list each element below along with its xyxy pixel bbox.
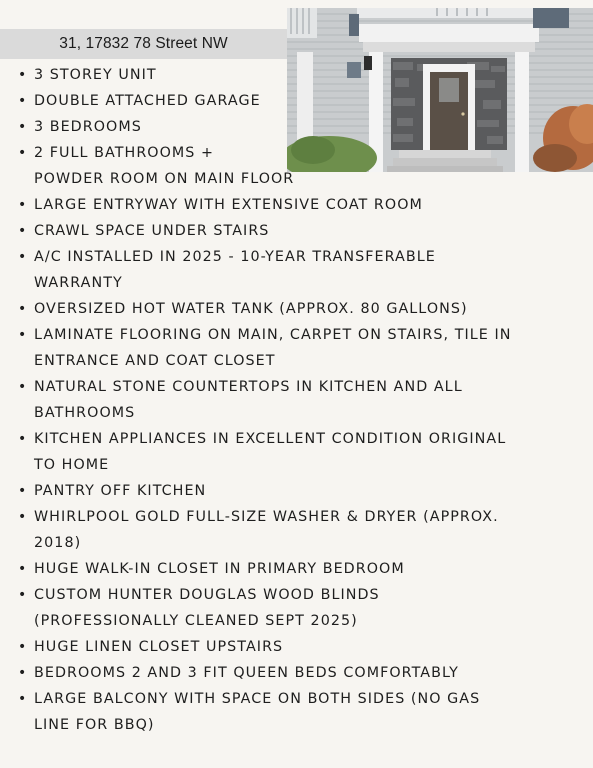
- feature-text: BATHROOMS: [34, 405, 136, 421]
- feature-text: DOUBLE ATTACHED GARAGE: [34, 93, 261, 109]
- feature-text: CUSTOM HUNTER DOUGLAS WOOD BLINDS: [34, 587, 380, 603]
- feature-item: [17, 504, 511, 556]
- feature-item: [17, 322, 511, 374]
- bullet-icon: •: [18, 561, 28, 577]
- feature-text: WHIRLPOOL GOLD FULL-SIZE WASHER & DRYER (APPROX.: [34, 509, 499, 525]
- feature-text: A/C INSTALLED IN 2025 - 10-YEAR TRANSFERABLE: [34, 249, 436, 265]
- bullet-icon: •: [18, 587, 28, 603]
- feature-text: HUGE WALK-IN CLOSET IN PRIMARY BEDROOM: [34, 561, 405, 577]
- feature-list: [17, 62, 511, 738]
- feature-text: TO HOME: [34, 457, 110, 473]
- feature-item: [17, 192, 511, 218]
- feature-item: [17, 140, 511, 192]
- feature-item: [17, 244, 511, 296]
- feature-item: [17, 660, 511, 686]
- bullet-icon: •: [18, 691, 28, 707]
- feature-text: LAMINATE FLOORING ON MAIN, CARPET ON STAIRS, TILE IN: [34, 327, 512, 343]
- feature-text: CRAWL SPACE UNDER STAIRS: [34, 223, 270, 239]
- bullet-icon: •: [18, 249, 28, 265]
- feature-item: [17, 218, 511, 244]
- feature-item: [17, 478, 511, 504]
- bullet-icon: •: [18, 93, 28, 109]
- feature-item: [17, 426, 511, 478]
- feature-text: BEDROOMS 2 AND 3 FIT QUEEN BEDS COMFORTABLY: [34, 665, 459, 681]
- bullet-icon: •: [18, 665, 28, 681]
- feature-text: 2 FULL BATHROOMS +: [34, 145, 215, 161]
- feature-text: NATURAL STONE COUNTERTOPS IN KITCHEN AND ALL: [34, 379, 463, 395]
- feature-text: POWDER ROOM ON MAIN FLOOR: [34, 171, 295, 187]
- feature-item: [17, 556, 511, 582]
- feature-item: [17, 374, 511, 426]
- bullet-icon: •: [18, 301, 28, 317]
- bullet-icon: •: [18, 197, 28, 213]
- feature-text: OVERSIZED HOT WATER TANK (APPROX. 80 GALLONS): [34, 301, 468, 317]
- feature-text: PANTRY OFF KITCHEN: [34, 483, 207, 499]
- feature-text: LARGE ENTRYWAY WITH EXTENSIVE COAT ROOM: [34, 197, 423, 213]
- bullet-icon: •: [18, 223, 28, 239]
- feature-text: ENTRANCE AND COAT CLOSET: [34, 353, 276, 369]
- feature-item: [17, 582, 511, 634]
- bullet-icon: •: [18, 431, 28, 447]
- feature-text: LINE FOR BBQ): [34, 717, 155, 733]
- feature-text: HUGE LINEN CLOSET UPSTAIRS: [34, 639, 284, 655]
- feature-text: 2018): [34, 535, 82, 551]
- feature-item: [17, 114, 511, 140]
- feature-text: (PROFESSIONALLY CLEANED SEPT 2025): [34, 613, 358, 629]
- feature-text: LARGE BALCONY WITH SPACE ON BOTH SIDES (NO GAS: [34, 691, 481, 707]
- feature-item: [17, 296, 511, 322]
- bullet-icon: •: [18, 119, 28, 135]
- bullet-icon: •: [18, 509, 28, 525]
- feature-text: KITCHEN APPLIANCES IN EXCELLENT CONDITION ORIGINAL: [34, 431, 507, 447]
- bullet-icon: •: [18, 145, 28, 161]
- address-text: 31, 17832 78 Street NW: [59, 35, 228, 52]
- feature-item: [17, 634, 511, 660]
- bullet-icon: •: [18, 327, 28, 343]
- feature-item: [17, 88, 511, 114]
- feature-text: 3 BEDROOMS: [34, 119, 142, 135]
- feature-text: WARRANTY: [34, 275, 123, 291]
- bullet-icon: •: [18, 379, 28, 395]
- bullet-icon: •: [18, 483, 28, 499]
- feature-item: [17, 686, 511, 738]
- feature-text: 3 STOREY UNIT: [34, 67, 157, 83]
- address-heading: [0, 29, 287, 59]
- bullet-icon: •: [18, 639, 28, 655]
- feature-item: [17, 62, 511, 88]
- bullet-icon: •: [18, 67, 28, 83]
